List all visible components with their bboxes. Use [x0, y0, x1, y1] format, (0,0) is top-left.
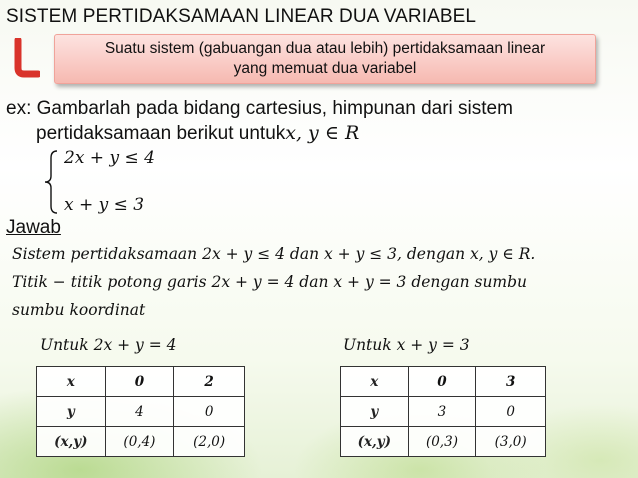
system-brace-icon	[44, 150, 58, 214]
solution-text	[12, 240, 535, 324]
example-domain: x, y ∈ R	[285, 122, 360, 144]
example-text	[6, 96, 513, 146]
intercept-table-2	[340, 366, 546, 457]
table-row	[37, 367, 245, 397]
table-cell: x	[37, 367, 106, 397]
table-cell: 3	[476, 367, 546, 397]
table-cell: (x,y)	[341, 427, 409, 457]
table-cell: (0,3)	[408, 427, 476, 457]
example-line-2	[6, 121, 513, 146]
table-cell: (2,0)	[174, 427, 245, 457]
table-cell: (x,y)	[37, 427, 106, 457]
table-row	[341, 427, 546, 457]
table-cell: 4	[105, 397, 174, 427]
table-cell: 3	[408, 397, 476, 427]
definition-line-1: Suatu sistem (gabuangan dua atau lebih) pertidaksamaan linear	[104, 40, 546, 57]
table-1-caption: Untuk 2x + y = 4	[40, 336, 177, 354]
table-row	[341, 367, 546, 397]
slide-title: SISTEM PERTIDAKSAMAAN LINEAR DUA VARIABEL	[6, 6, 477, 27]
answer-label: Jawab	[6, 217, 61, 238]
table-cell: 0	[408, 367, 476, 397]
table-cell: 0	[174, 397, 245, 427]
solution-line-3: sumbu koordinat	[12, 301, 146, 319]
solution-line-2: Titik − titik potong garis 2x + y = 4 dan x + y = 3 dengan sumbu	[12, 273, 528, 291]
table-row	[341, 397, 546, 427]
table-cell: 0	[105, 367, 174, 397]
table-cell: 2	[174, 367, 245, 397]
intercept-table-1	[36, 366, 245, 457]
table-2-caption: Untuk x + y = 3	[343, 336, 470, 354]
table-row	[37, 427, 245, 457]
table-row	[37, 397, 245, 427]
table-cell: 0	[476, 397, 546, 427]
solution-line-1: Sistem pertidaksamaan 2x + y ≤ 4 dan x + y ≤ 3, dengan x, y ∈ R.	[12, 245, 536, 263]
red-bracket-icon	[12, 38, 40, 78]
table-cell: y	[341, 397, 409, 427]
table-cell: y	[37, 397, 106, 427]
table-cell: x	[341, 367, 409, 397]
example-line-1: ex: Gambarlah pada bidang cartesius, himpunan dari sistem	[6, 98, 513, 119]
example-line-2-text: pertidaksamaan berikut untuk	[36, 123, 286, 144]
table-cell: (0,4)	[105, 427, 174, 457]
inequality-2: x + y ≤ 3	[64, 195, 145, 215]
table-cell: (3,0)	[476, 427, 546, 457]
inequality-1: 2x + y ≤ 4	[64, 148, 155, 168]
definition-box	[54, 34, 596, 84]
definition-line-2: yang memuat dua variabel	[233, 60, 417, 77]
